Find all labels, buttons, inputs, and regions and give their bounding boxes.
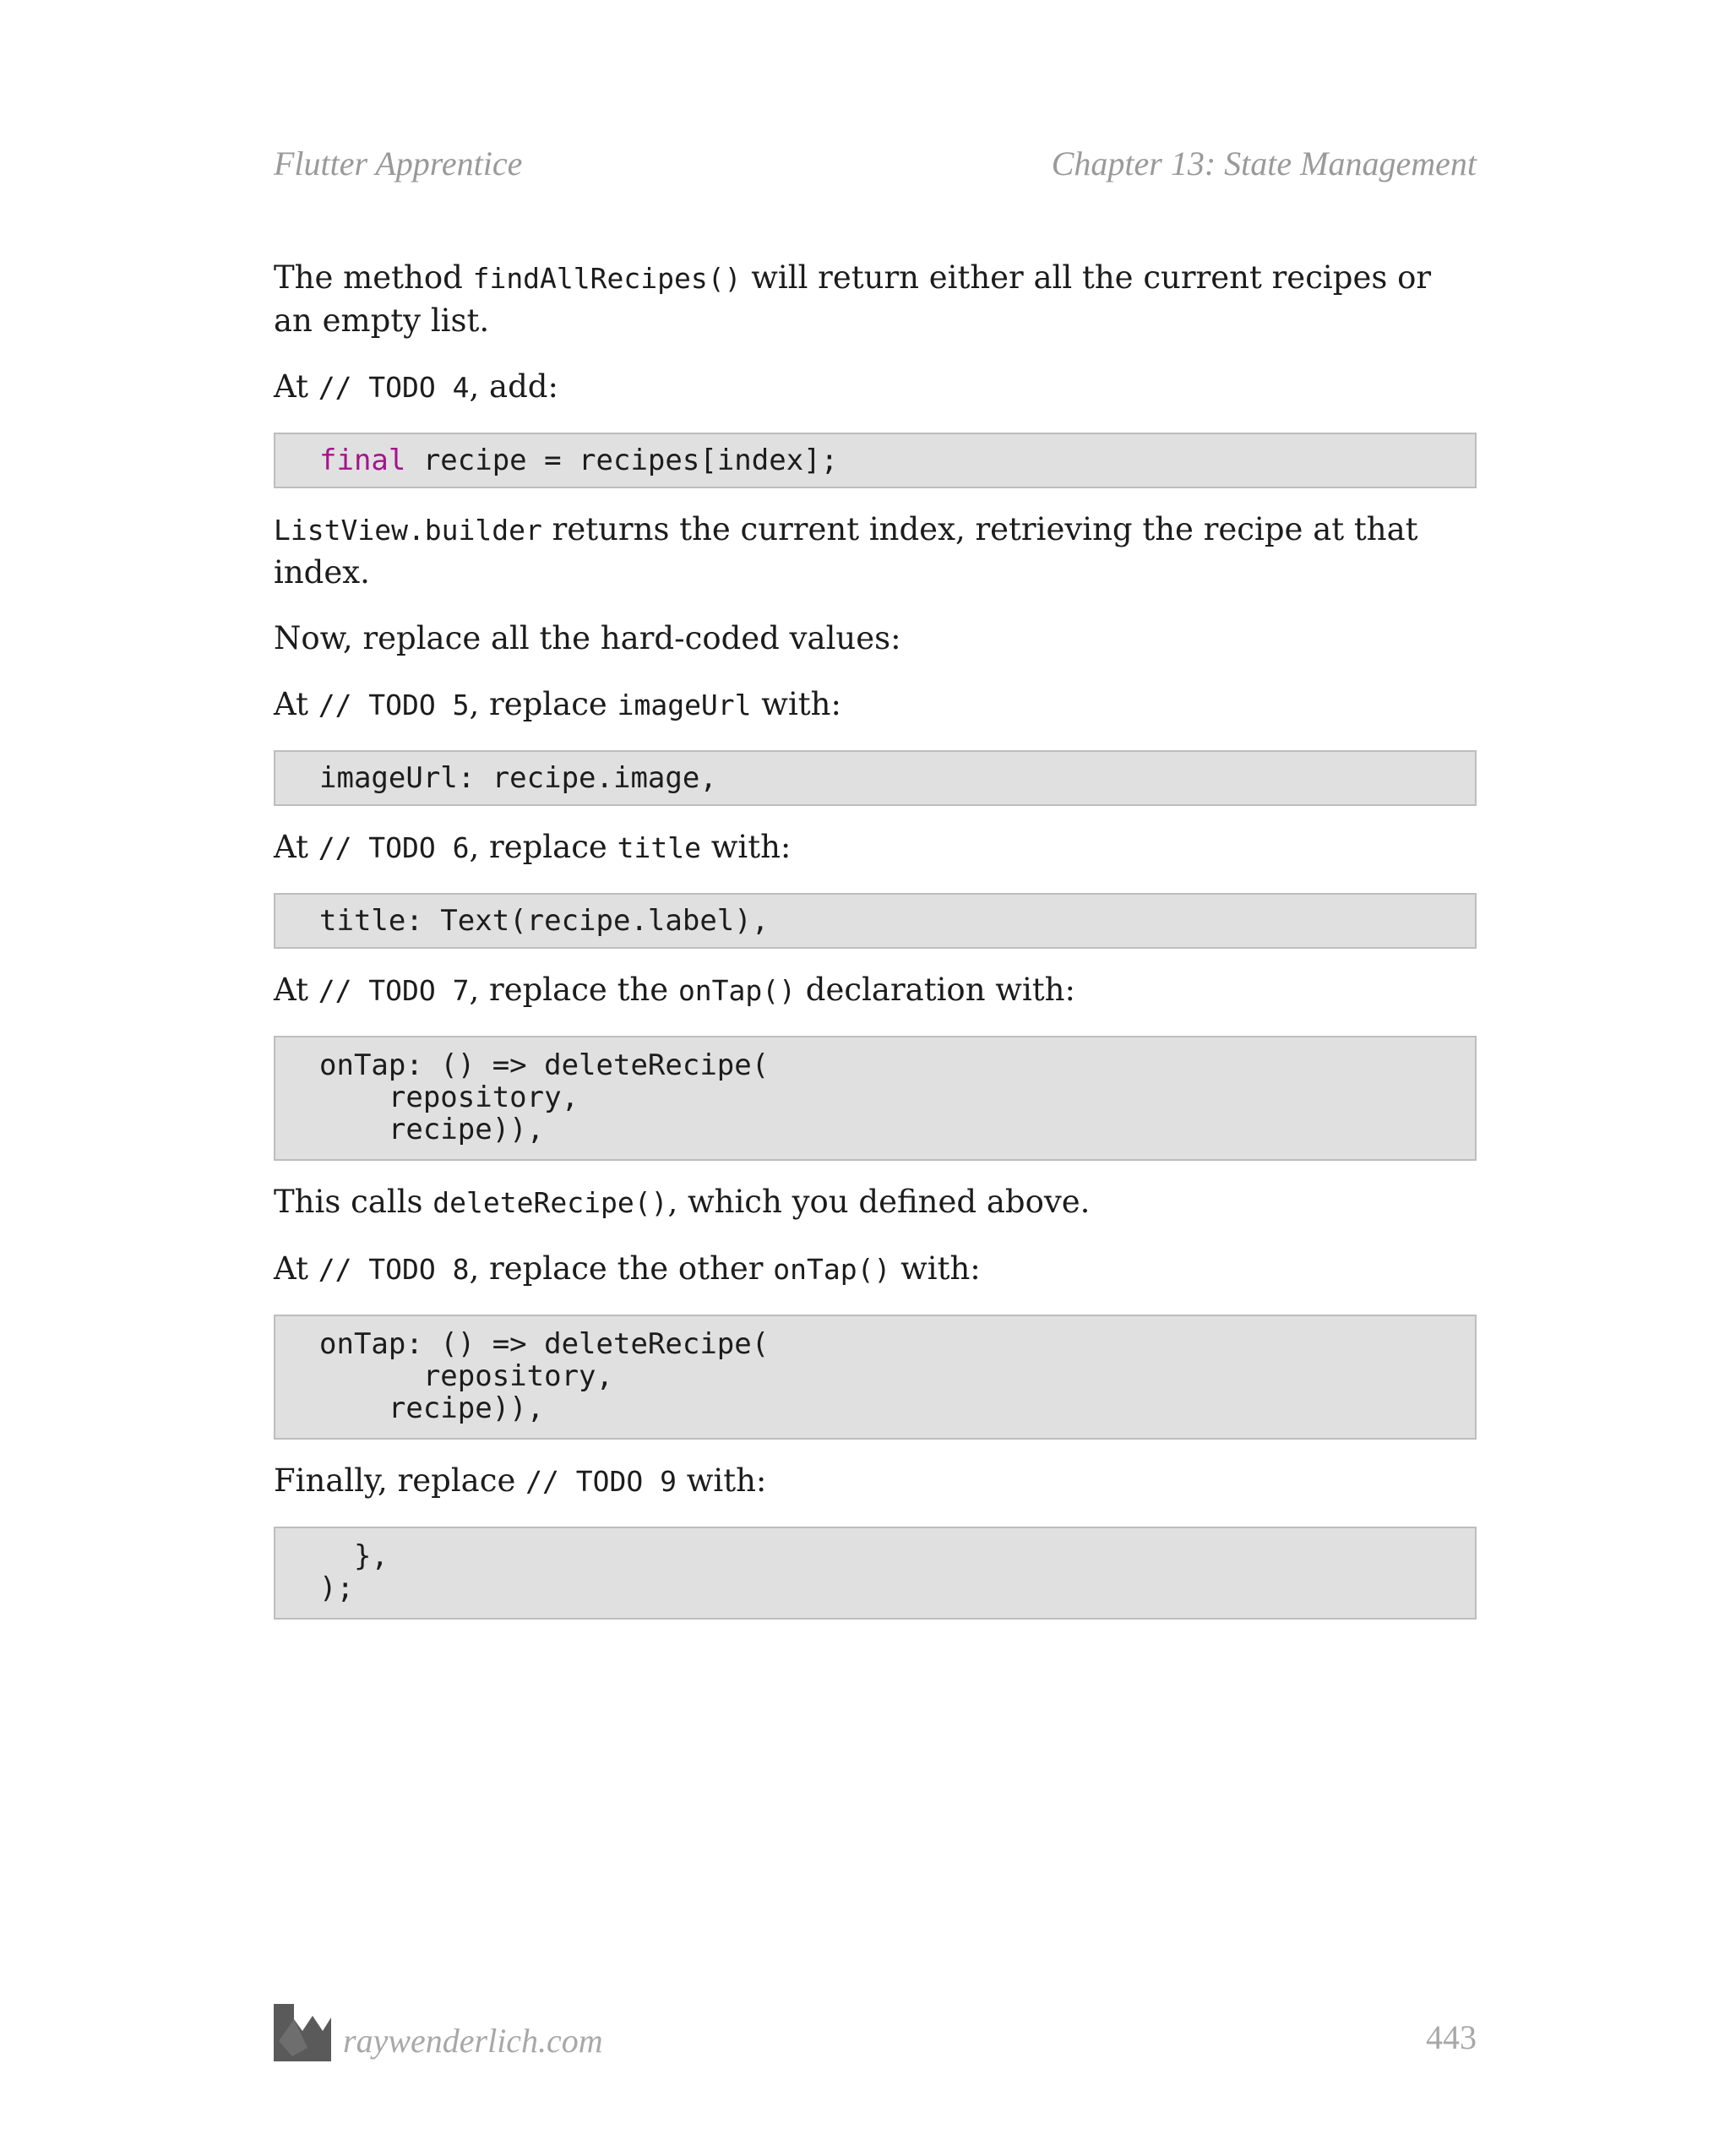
inline-code: findAllRecipes() [472, 262, 742, 295]
page-content [274, 257, 1477, 1640]
paragraph-todo-5: At // TODO 5, replace imageUrl with: [274, 686, 841, 722]
inline-code: deleteRecipe() [432, 1186, 668, 1219]
paragraph-listview-builder: ListView.builder returns the current index, retrieving the recipe at that index. [274, 511, 1418, 591]
code-block-closing: }, ); [274, 1527, 1477, 1620]
paragraph-todo-7: At // TODO 7, replace the onTap() declaration with: [274, 972, 1075, 1008]
code-block-on-tap-1: onTap: () => deleteRecipe( repository, recipe)), [274, 1036, 1477, 1161]
page-number: 443 [1426, 2018, 1477, 2056]
inline-code: // TODO 9 [525, 1465, 677, 1498]
paragraph-delete-recipe: This calls deleteRecipe(), which you defined above. [274, 1184, 1091, 1220]
paragraph-todo-8: At // TODO 8, replace the other onTap() with: [274, 1250, 981, 1287]
footer-site-link[interactable]: raywenderlich.com [343, 2022, 603, 2060]
paragraph-todo-9: Finally, replace // TODO 9 with: [274, 1462, 767, 1499]
book-title: Flutter Apprentice [274, 144, 523, 182]
code-keyword: final [319, 444, 406, 477]
paragraph-todo-6: At // TODO 6, replace title with: [274, 829, 792, 865]
inline-code: onTap() [677, 974, 797, 1007]
inline-code: onTap() [773, 1253, 891, 1286]
code-block-on-tap-2: onTap: () => deleteRecipe( repository, recipe)), [274, 1315, 1477, 1440]
inline-code: ListView.builder [274, 514, 542, 547]
inline-code: // TODO 5 [318, 689, 470, 721]
code-block-recipe: final recipe = recipes[index]; [274, 433, 1477, 488]
inline-code: // TODO 7 [318, 974, 470, 1007]
inline-code: // TODO 4 [318, 371, 470, 404]
chapter-title: Chapter 13: State Management [1051, 144, 1477, 182]
paragraph-find-all-recipes: The method findAllRecipes() will return either all the current recipes or an empty list. [274, 259, 1432, 339]
inline-code: // TODO 6 [318, 831, 470, 864]
paragraph-todo-4: At // TODO 4, add: [274, 368, 558, 405]
paragraph-replace-values: Now, replace all the hard-coded values: [274, 620, 901, 656]
code-block-image-url: imageUrl: recipe.image, [274, 750, 1477, 806]
inline-code: // TODO 8 [318, 1253, 470, 1286]
raywenderlich-logo-icon [274, 2004, 331, 2061]
code-block-title: title: Text(recipe.label), [274, 893, 1477, 949]
inline-code: imageUrl [617, 689, 752, 721]
page-header [274, 144, 1477, 186]
inline-code: title [617, 831, 701, 864]
